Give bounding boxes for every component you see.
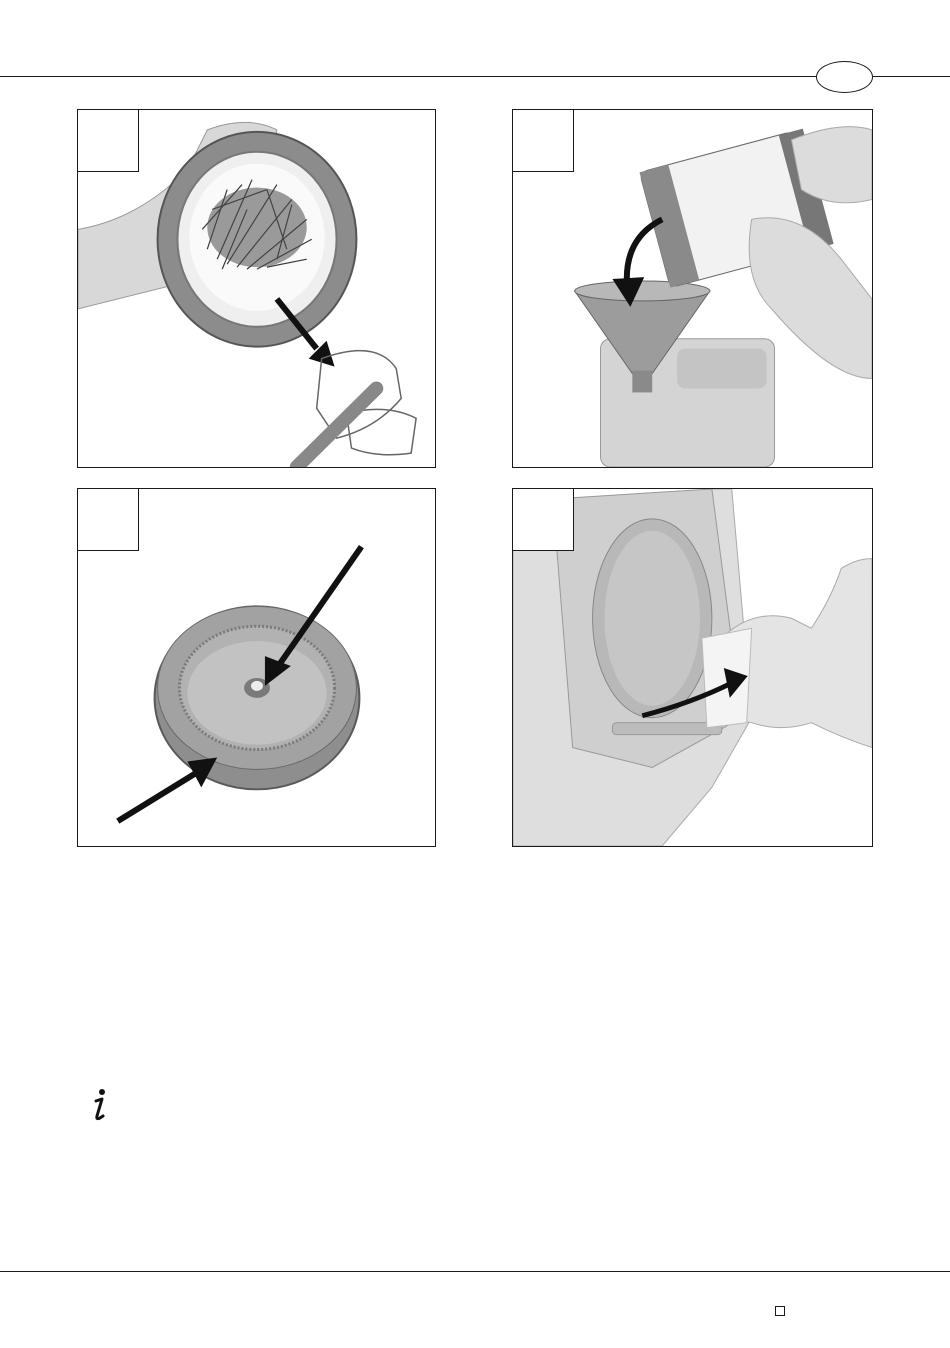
figure-step-1 (77, 109, 436, 468)
step-number-box (77, 488, 139, 551)
header-rule (0, 76, 950, 77)
figure-step-4 (512, 488, 873, 847)
square-icon (775, 1306, 785, 1316)
step-number-box (512, 488, 574, 551)
info-i-icon (88, 1088, 110, 1124)
step-number-box (77, 109, 139, 172)
page-number-oval (816, 61, 873, 93)
figure-step-2 (512, 109, 873, 468)
footer-rule (0, 1271, 950, 1272)
step-number-box (512, 109, 574, 172)
figure-step-3 (77, 488, 436, 847)
